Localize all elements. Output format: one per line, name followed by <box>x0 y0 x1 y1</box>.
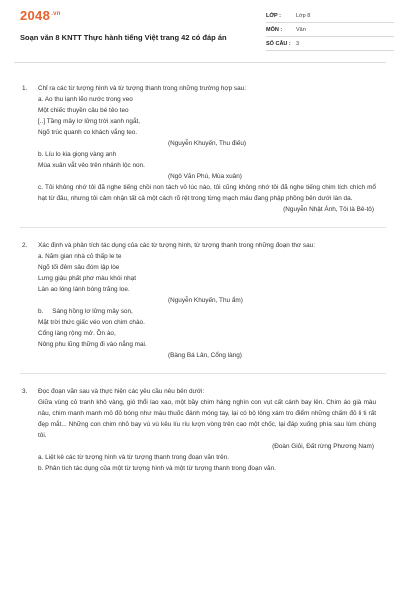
prose-passage: c. Tôi không nhớ tôi đã nghe tiếng chồi non tách vỏ lúc nào, tôi cũng không nhớ tôi đã nghe tiếng chim lích chích mổ hạt từ đâu, nhưng tôi cảm nhận tất cả một cách rõ rệt trong từng mạch máu đang phập phồng bên dưới làn da. <box>38 184 376 202</box>
poem-line: a. Ao thu lạnh lẽo nước trong veo <box>38 96 133 103</box>
question-number: 1. <box>22 85 28 92</box>
meta-table <box>266 10 394 52</box>
site-logo[interactable] <box>20 8 61 23</box>
question-prompt: Xác định và phân tích tác dụng của các từ tượng hình, từ tượng thanh trong những đoạn thơ sau: <box>38 242 315 249</box>
citation: (Nguyễn Nhật Ánh, Tôi là Bê-tô) <box>283 206 374 213</box>
question-1 <box>14 83 386 215</box>
poem-line: Ngõ trúc quanh co khách vắng teo. <box>38 129 138 136</box>
logo-main: 2048 <box>20 8 51 23</box>
sub-question-a: a. Liệt kê các từ tượng hình và từ tượng thanh trong đoạn văn trên. <box>38 454 230 461</box>
question-body <box>38 240 386 361</box>
citation: (Đoàn Giỏi, Đất rừng Phương Nam) <box>272 443 374 450</box>
meta-label: LỚP : <box>266 13 281 19</box>
citation: (Nguyễn Khuyến, Thu ẩm) <box>168 297 243 304</box>
question-number: 3. <box>22 388 28 395</box>
question-divider <box>20 373 386 374</box>
poem-line: [..] Tầng mây lơ lửng trời xanh ngắt, <box>38 118 141 125</box>
citation: (Nguyễn Khuyến, Thu điếu) <box>168 140 247 147</box>
poem-line: Mùa xuân vắt vẻo trên nhánh lộc non. <box>38 162 145 169</box>
poem-line: Nông phu lũng thững đi vào nắng mai. <box>38 341 147 348</box>
meta-value: Lớp 8 <box>296 13 311 19</box>
questions <box>14 63 386 474</box>
poem-line: Một chiếc thuyền câu bé tẻo teo <box>38 107 129 114</box>
meta-value: Văn <box>296 27 306 33</box>
question-divider <box>20 227 386 228</box>
sub-question-b: b. Phân tích tác dụng của một từ tượng hình và một từ tượng thanh trong đoạn văn. <box>38 465 276 472</box>
meta-row-count <box>266 38 394 51</box>
question-3 <box>14 386 386 474</box>
citation: (Bàng Bá Lân, Cổng làng) <box>168 352 242 359</box>
poem-line: Lưng giậu phất phơ màu khói nhạt <box>38 275 137 282</box>
question-prompt: Đọc đoạn văn sau và thực hiện các yêu cầu nêu bên dưới: <box>38 388 205 395</box>
meta-label: MÔN : <box>266 27 283 33</box>
poem-line: a. Năm gian nhà cỏ thấp le te <box>38 253 122 260</box>
prose-passage: Giữa vùng cỏ tranh khô vàng, gió thổi lao xao, một bầy chim hàng nghìn con vụt cất cánh bay lên. Chim áo già màu nâu, chim manh manh mỏ đỏ bóng như màu thuốc đánh móng tay, lại có bộ lông xám tro điểm những chấm đỏ li ti rất đẹp mắt... Những con chim nhỏ bay vù vù kêu líu ríu lượn vòng trên cao một chốc, lại đáp xuống phía sau lùm chùng tôi. <box>38 399 376 439</box>
poem-line: Ngõ tối đêm sâu đóm lập lòe <box>38 264 120 271</box>
meta-row-class <box>266 10 394 23</box>
question-2 <box>14 240 386 361</box>
logo-suffix: .vn <box>51 10 61 17</box>
document-header <box>14 0 386 60</box>
poem-line: b. Sáng hồng lơ lửng mây son, <box>38 308 133 315</box>
question-body <box>38 386 386 474</box>
meta-label: SỐ CÂU : <box>266 41 291 47</box>
page-title: Soạn văn 8 KNTT Thực hành tiếng Việt trang 42 có đáp án <box>20 33 227 42</box>
meta-value: 3 <box>296 41 300 47</box>
meta-row-subject <box>266 24 394 37</box>
poem-line: b. Líu lo kia giọng vàng anh <box>38 151 117 158</box>
question-number: 2. <box>22 242 28 249</box>
poem-line: Cổng làng rộng mở. Ồn ào, <box>38 330 116 337</box>
question-body <box>38 83 386 215</box>
citation: (Ngô Văn Phú, Mùa xuân) <box>168 173 242 180</box>
question-prompt: Chỉ ra các từ tượng hình và từ tượng thanh trong những trường hợp sau: <box>38 85 246 92</box>
poem-line: Mặt trời thức giấc véo von chim chào. <box>38 319 145 326</box>
poem-line: Làn ao lóng lánh bóng trăng loe. <box>38 286 130 293</box>
